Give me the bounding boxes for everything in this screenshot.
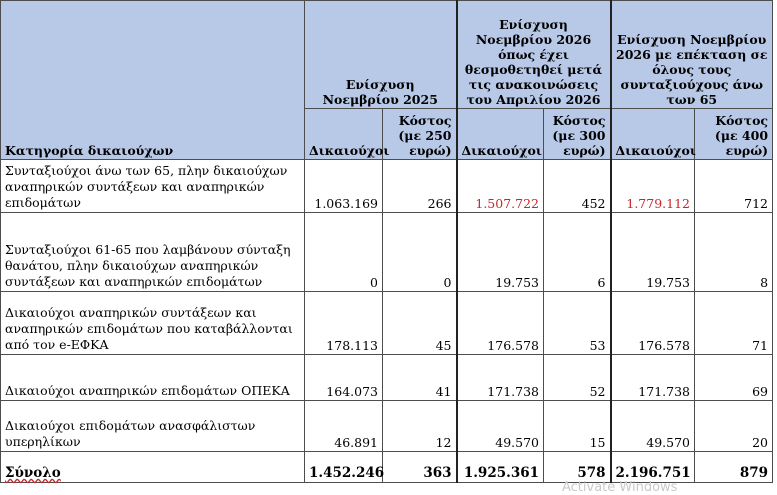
cell-value: 266 [383, 160, 457, 213]
subheader-cost-2026-ext: Κόστος (με 400 ευρώ) [695, 109, 773, 160]
cell-value-highlight: 1.779.112 [611, 160, 695, 213]
row-category: Συνταξιούχοι άνω των 65, πλην δικαιούχων αναπηρικών συντάξεων και αναπηρικών επιδομάτων [1, 160, 305, 213]
total-row [1, 452, 773, 483]
row-category: Δικαιούχοι αναπηρικών συντάξεων και αναπηρικών επιδομάτων που καταβάλλονται από τον e-ΕΦΚΑ [1, 292, 305, 355]
activate-windows-watermark: Activate Windows [562, 480, 678, 495]
cell-value: 176.578 [457, 292, 544, 355]
total-value: 1.925.361 [457, 452, 544, 483]
subheader-beneficiaries-2026: Δικαιούχοι [457, 109, 544, 160]
category-column-header: Κατηγορία δικαιούχων [1, 1, 305, 160]
cell-value-highlight: 1.507.722 [457, 160, 544, 213]
subheader-beneficiaries-2026-ext: Δικαιούχοι [611, 109, 695, 160]
table-row [1, 213, 773, 292]
cell-value: 164.073 [305, 355, 383, 401]
cell-value: 15 [544, 401, 611, 452]
table-row [1, 355, 773, 401]
cell-value: 176.578 [611, 292, 695, 355]
row-category: Δικαιούχοι αναπηρικών επιδομάτων ΟΠΕΚΑ [1, 355, 305, 401]
cell-value: 8 [695, 213, 773, 292]
cell-value: 178.113 [305, 292, 383, 355]
cell-value: 20 [695, 401, 773, 452]
cell-value: 71 [695, 292, 773, 355]
table-row [1, 401, 773, 452]
cell-value: 452 [544, 160, 611, 213]
cell-value: 49.570 [611, 401, 695, 452]
subheader-beneficiaries-2025: Δικαιούχοι [305, 109, 383, 160]
total-value: 363 [383, 452, 457, 483]
cell-value: 69 [695, 355, 773, 401]
subheader-cost-2025: Κόστος (με 250 ευρώ) [383, 109, 457, 160]
total-value: 879 [695, 452, 773, 483]
subheader-cost-2026: Κόστος (με 300 ευρώ) [544, 109, 611, 160]
cell-value: 1.063.169 [305, 160, 383, 213]
cell-value: 0 [305, 213, 383, 292]
cell-value: 45 [383, 292, 457, 355]
row-category: Συνταξιούχοι 61-65 που λαμβάνουν σύνταξη θανάτου, πλην δικαιούχων αναπηρικών συντάξεων και αναπηρικών επιδομάτων [1, 213, 305, 292]
table-row [1, 292, 773, 355]
cell-value: 12 [383, 401, 457, 452]
row-category: Δικαιούχοι επιδομάτων ανασφάλιστων υπερηλίκων [1, 401, 305, 452]
total-label-cell [1, 452, 305, 483]
table-row [1, 160, 773, 213]
total-value: 578 [544, 452, 611, 483]
cell-value: 53 [544, 292, 611, 355]
group-header-2026-extended: Ενίσχυση Νοεμβρίου 2026 με επέκταση σε όλους τους συνταξιούχους άνω των 65 [611, 1, 773, 109]
cell-value: 712 [695, 160, 773, 213]
group-header-2025: Ενίσχυση Νοεμβρίου 2025 [305, 1, 457, 109]
cell-value: 46.891 [305, 401, 383, 452]
cell-value: 52 [544, 355, 611, 401]
cell-value: 49.570 [457, 401, 544, 452]
cell-value: 171.738 [611, 355, 695, 401]
total-value: 2.196.751 [611, 452, 695, 483]
cell-value: 0 [383, 213, 457, 292]
cell-value: 6 [544, 213, 611, 292]
cell-value: 19.753 [611, 213, 695, 292]
total-label: Σύνολο [5, 465, 61, 481]
group-header-2026-legislated: Ενίσχυση Νοεμβρίου 2026 όπως έχει θεσμοθετηθεί μετά τις ανακοινώσεις του Απριλίου 2026 [457, 1, 611, 109]
total-value: 1.452.246 [305, 452, 383, 483]
cell-value: 41 [383, 355, 457, 401]
cell-value: 19.753 [457, 213, 544, 292]
cell-value: 171.738 [457, 355, 544, 401]
